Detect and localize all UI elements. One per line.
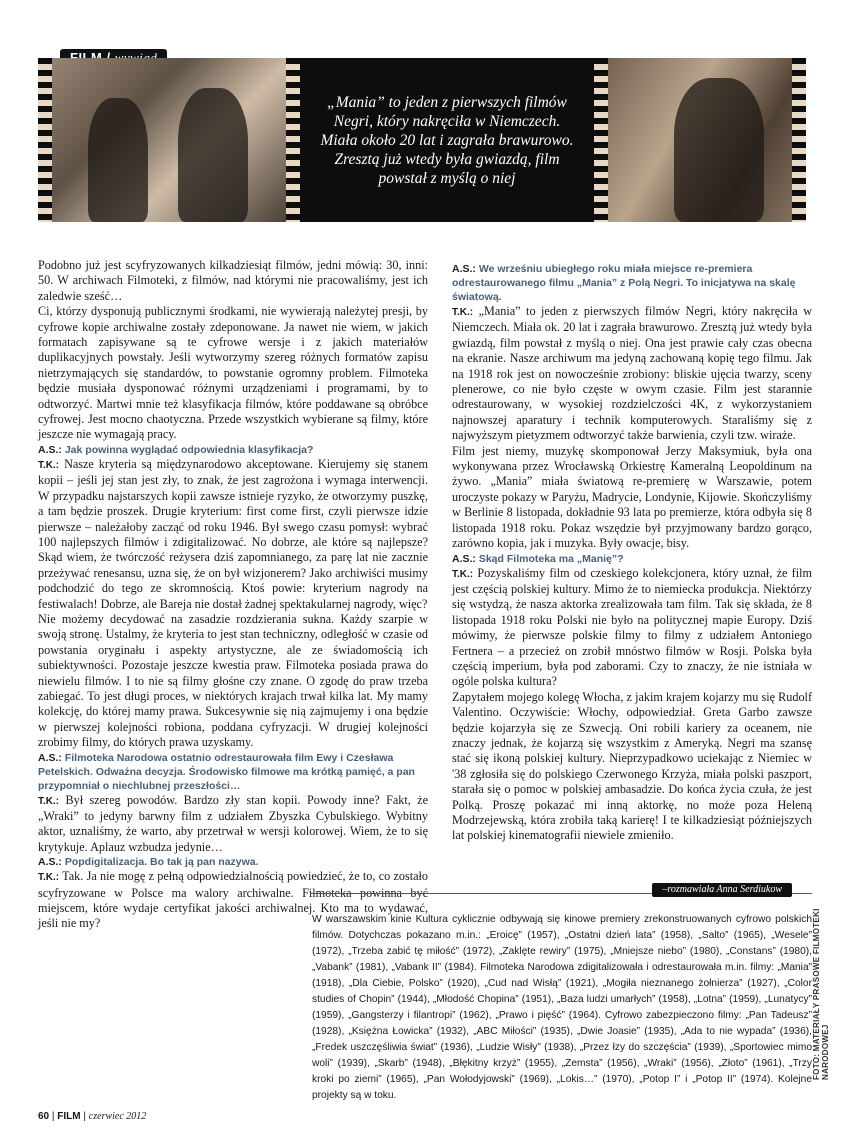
speaker-label: A.S.:	[38, 856, 62, 869]
speaker-label: A.S.:	[38, 751, 62, 764]
interview-question	[38, 751, 428, 793]
interview-answer	[38, 457, 428, 612]
body-paragraph: Podobno już jest scyfryzowanych kilkadziesiąt filmów, jedni mówią: 30, inni: 50. W archiwach Filmoteki, z filmów, nad którymi nie pracowaliśmy, jest ich zaledwie sześć…	[38, 258, 428, 303]
question-text: Filmoteka Narodowa ostatnio odrestaurowała film Ewy i Czesława Petelskich. Odważna decyzja. Środowisko filmowe ma krótką pamięć, a pan przypomniał o niechlubnej przeszłości…	[38, 751, 415, 792]
question-text: Jak powinna wyglądać odpowiednia klasyfikacja?	[64, 443, 314, 456]
issue-date: czerwiec 2012	[88, 1111, 147, 1122]
page-footer: 60 | FILM | czerwiec 2012	[38, 1111, 147, 1122]
photo-banner	[38, 58, 806, 222]
sidebar-note: W warszawskim kinie Kultura cyklicznie odbywają się kinowe premiery zrekonstruowanych cyfrowo polskich filmów. Dotychczas pokazano m.in.: „Eroicę” (1957), „Ostatni dzień lata” (1958), „Salto” (1965), „Wesele” (1972), „Trzeba zabić tę miłość” (1972), „Zaklęte rewiry” (1975), „Mniejsze niebo” (1980), „Constans” (1980), „Vabank” (1981), „Vabank II” (1984). Filmoteka Narodowa zdigitalizowała i odrestaurowała m.in. filmy: „Mania” (1918), „Dla Ciebie, Polsko” (1920), „Cud nad Wisłą” (1921), „Mogiła nieznanego żołnierza” (1927), „Color studies of Chopin” (1944), „Młodość Chopina” (1951), „Baza ludzi umarłych” (1958), „Lotna” (1959), „Lunatycy” (1959), „Gangsterzy i filantropi” (1962), „Prawo i pięść” (1964). Cyfrowo zabezpieczono filmy: „Pan Tadeusz” (1928), „Księżna Łowicka” (1932), „ABC Miłości” (1935), „Dwie Joasie” (1935), „Ada to nie wypada” (1936), „Fredek uszczęśliwia świat” (1936), „Ludzie Wisły” (1938), „Przez łzy do szczęścia” (1939), „Sportowiec mimo woli” (1939), „Skarb” (1948), „Błękitny krzyż” (1955), „Zemsta” (1956), „Wraki” (1956), „Złoto” (1961), „Trzy kroki po ziemi” (1965), „Pan Wołodyjowski” (1969), „Lokis…” (1970), „Potop I” i „Potop II” (1974). Kolejne projekty są w toku.	[312, 914, 812, 1101]
interview-answer	[452, 304, 812, 444]
photo-credit: FOTO: MATERIAŁY PRASOWE FILMOTEKI NARODOWEJ	[812, 908, 830, 1080]
speaker-label: T.K.:	[452, 307, 474, 318]
body-paragraph: Film jest niemy, muzykę skomponował Jerzy Maksymiuk, była ona wykonywana przez Wrocławską Orkiestrę Kameralną Leopoldinum na żywo. „Mania” miała światową re-premierę w Warszawie, potem uroczyste pokazy w Paryżu, Madrycie, Londynie, Kijowie. Skończyliśmy w Berlinie 8 listopada, dokładnie 93 lata po premierze, która odbyła się 8 listopada 1918 roku. Pokaz wszędzie był przyjmowany bardzo gorąco, zarówno kopia, jak i muzyka. Były owacje, bisy.	[452, 443, 812, 551]
interview-answer	[452, 566, 812, 690]
film-still-left	[38, 58, 300, 222]
question-text: Skąd Filmoteka ma „Manię”?	[478, 552, 624, 565]
question-text: We wrześniu ubiegłego roku miała miejsce re-premiera odrestaurowanego filmu „Mania” z Polą Negri. To inicjatywa na skalę światową.	[452, 263, 796, 303]
answer-text: Był szereg powodów. Bardzo zły stan kopii. Powody inne? Fakt, że „Wraki” to jedyny barwny film z udziałem Zbyszka Cybulskiego. Wybitny aktor, uznaliśmy, że warto, aby przetrwał w wersji kolorowej. Wiem, że to się krytykuje. Aplauz wzbudza jedynie…	[38, 792, 428, 854]
body-paragraph: Ci, którzy dysponują publicznymi środkami, nie wywierają należytej presji, by cyfrowe kopie archiwalne zostały zdeponowane. Ja nawet nie wiem, w jakich formatach zapisywane są te cyfrowe wersje i z jakich materiałów duplikacyjnych powstały. Jeśli wytworzymy szereg różnych formatów zapisu nietrzymających się standardów, to powstanie ogromny problem. Filmoteka będzie musiała dysponować różnymi urządzeniami i programami, by to odtworzyć. Martwi mnie też klasyfikacja filmów, które poddawane są obróbce cyfrowej. Jest mocno chaotyczna. Przede wszystkich wybierane są filmy, które jeszcze nie wymagają pracy.	[38, 304, 428, 442]
interview-question	[38, 443, 428, 457]
answer-text: Nasze kryteria są międzynarodowo akceptowane. Kierujemy się stanem kopii – jeśli jej stan jest zły, to znak, że jest zagrożona i wymaga interwencji. W przypadku najstarszych kopii zawsze istnieje ryzyko, że otworzymy puszkę, a tam będzie proszek. Drugie kryterium: first come first, czyli pierwsze idzie pierwsze – należałoby zacząć od roku 1946. Był swego czasu pomysł: wybrać 100 najlepszych filmów i zdigitalizować. No dobrze, ale które są najlepsze? Skąd wiem, że twórczość reżysera dziś zapomnianego, za parę lat nie zacznie przeżywać renesansu, uzna się, że on był wizjonerem? Jako archiwiści musimy podchodzić do tego ze skromnością. Ktoś powie: kryterium nagrody na festiwalach! Dobrze, ale Bareja nie dostał żadnej spektakularnej nagrody, więc?	[38, 456, 428, 611]
speaker-label: T.K.:	[38, 795, 60, 807]
speaker-label: T.K.:	[38, 459, 60, 471]
left-column	[38, 258, 428, 932]
interview-question	[38, 855, 428, 869]
interview-answer	[38, 793, 428, 856]
byline	[310, 883, 812, 894]
answer-text: „Mania” to jeden z pierwszych filmów Negri, który nakręciła w Niemczech. Miała ok. 20 lat i zagrała brawurowo. Zresztą już wtedy była gwiazdą, film powstał z myślą o niej. Ona jest prawie cały czas obecna na ekranie. Nasze archiwum ma jedyną zachowaną kopię tego filmu. Jak na 1918 rok jest on nowocześnie zrobiony: bliskie ujęcia twarzy, sceny plenerowe, co nie było częste w owym czasie. Film jest starannie odrestaurowany, w wysokiej rozdzielczości 4K, z wykorzystaniem najnowszej aparatury i technik komputerowych. Staraliśmy się z najwyższym pietyzmem odtworzyć także barwienia, czyli tzw. wiraże.	[452, 304, 812, 443]
speaker-label: T.K.:	[452, 568, 474, 580]
answer-text: Pozyskaliśmy film od czeskiego kolekcjonera, który uznał, że film jest częścią polskiej kultury. Mimo że to niemiecka produkcja. Niektórzy się wstydzą, że nasza aktorka zrealizowała tam film. Tak się składa, że 8 listopada 1918 roku Polski nie było na politycznej mapie Europy. Dziś mówimy, że pierwsze polskie filmy to filmy z udziałem Antoniego Fertnera – a przecież on zrobił mnóstwo filmów w Rosji. Polska była częścią imperium, była pod zaborami. Czy to znaczy, że nie istniała w ogóle polska kultura?	[452, 565, 812, 689]
page-number: 60	[38, 1111, 50, 1122]
question-text: Popdigitalizacja. Bo tak ją pan nazywa.	[64, 856, 259, 869]
body-paragraph: Nie możemy decydować na zasadzie rozdzierania sukna. Każdy szarpie w swoją stronę. Ustalmy, że kryteria to jest stan techniczny, odległość w czasie od powstania oryginału i aspekty artystyczne, ale ze świadomością ich subiektywności. Pozostaje jeszcze kwestia praw. Filmoteka posiada prawa do niewielu filmów. I to nie są filmy głośne czy znane. O zgodę do praw trzeba zabiegać. To jest długi proces, w niektórych krajach trwał kilka lat. My mamy kolekcję, do której mamy prawa. Sukcesywnie się nią zajmujemy i ona będzie w pierwszej kolejności robiona, poddana cyfryzacji. W drugiej kolejności zrobimy filmy, do których prawa uzyskamy.	[38, 611, 428, 750]
speaker-label: T.K.:	[38, 872, 60, 884]
magazine-name: FILM	[57, 1111, 81, 1122]
byline-text: –rozmawiała Anna Serdiukow	[652, 883, 792, 897]
speaker-label: A.S.:	[452, 552, 476, 565]
interview-question	[452, 552, 812, 566]
body-paragraph: Zapytałem mojego kolegę Włocha, z jakim krajem kojarzy mu się Rudolf Valentino. Oczywiście: Włochy, odpowiedział. Greta Garbo zawsze będzie kojarzyła się ze Szwecją. Oni robili kariery za oceanem, nie znaczy jednak, że kojarzą się wszystkim z Ameryką. Negri ma szansę stać się ikoną polskiej kultury. Nieprzypadkowo uciekając z Niemiec w '38 zgłosiła się do polskiego Czerwonego Krzyża, miała polski paszport, starała się o pomoc w polskiej ambasadzie. Do końca życia czuła, że jest Polką. Proszę pokazać mi inną aktorkę, no może poza Heleną Modrzejewską, która zrobiła taką karierę! I te kilkadziesiąt późniejszych lat polskiej kinematografii niewiele zmieniło.	[452, 689, 812, 843]
interview-question	[452, 262, 812, 304]
speaker-label: A.S.:	[452, 263, 476, 275]
speaker-label: A.S.:	[38, 443, 62, 456]
pull-quote: „Mania” to jeden z pierwszych filmów Negri, który nakręciła w Niemczech. Miała około 20 lat i zagrała brawurowo. Zresztą już wtedy była gwiazdą, film powstał z myślą o niej	[320, 93, 574, 187]
film-still-right	[594, 58, 806, 222]
right-column	[452, 262, 812, 844]
answer-text: Tak. Ja nie mogę z pełną odpowiedzialnością powiedzieć, że to, co zostało scyfryzowane w Polsce ma walory archiwalne. Filmoteka powinna być miejscem, które wydaje certyfikat jakości archiwalnej. Kto ma to wydawać, jeśli nie my?	[38, 869, 429, 931]
